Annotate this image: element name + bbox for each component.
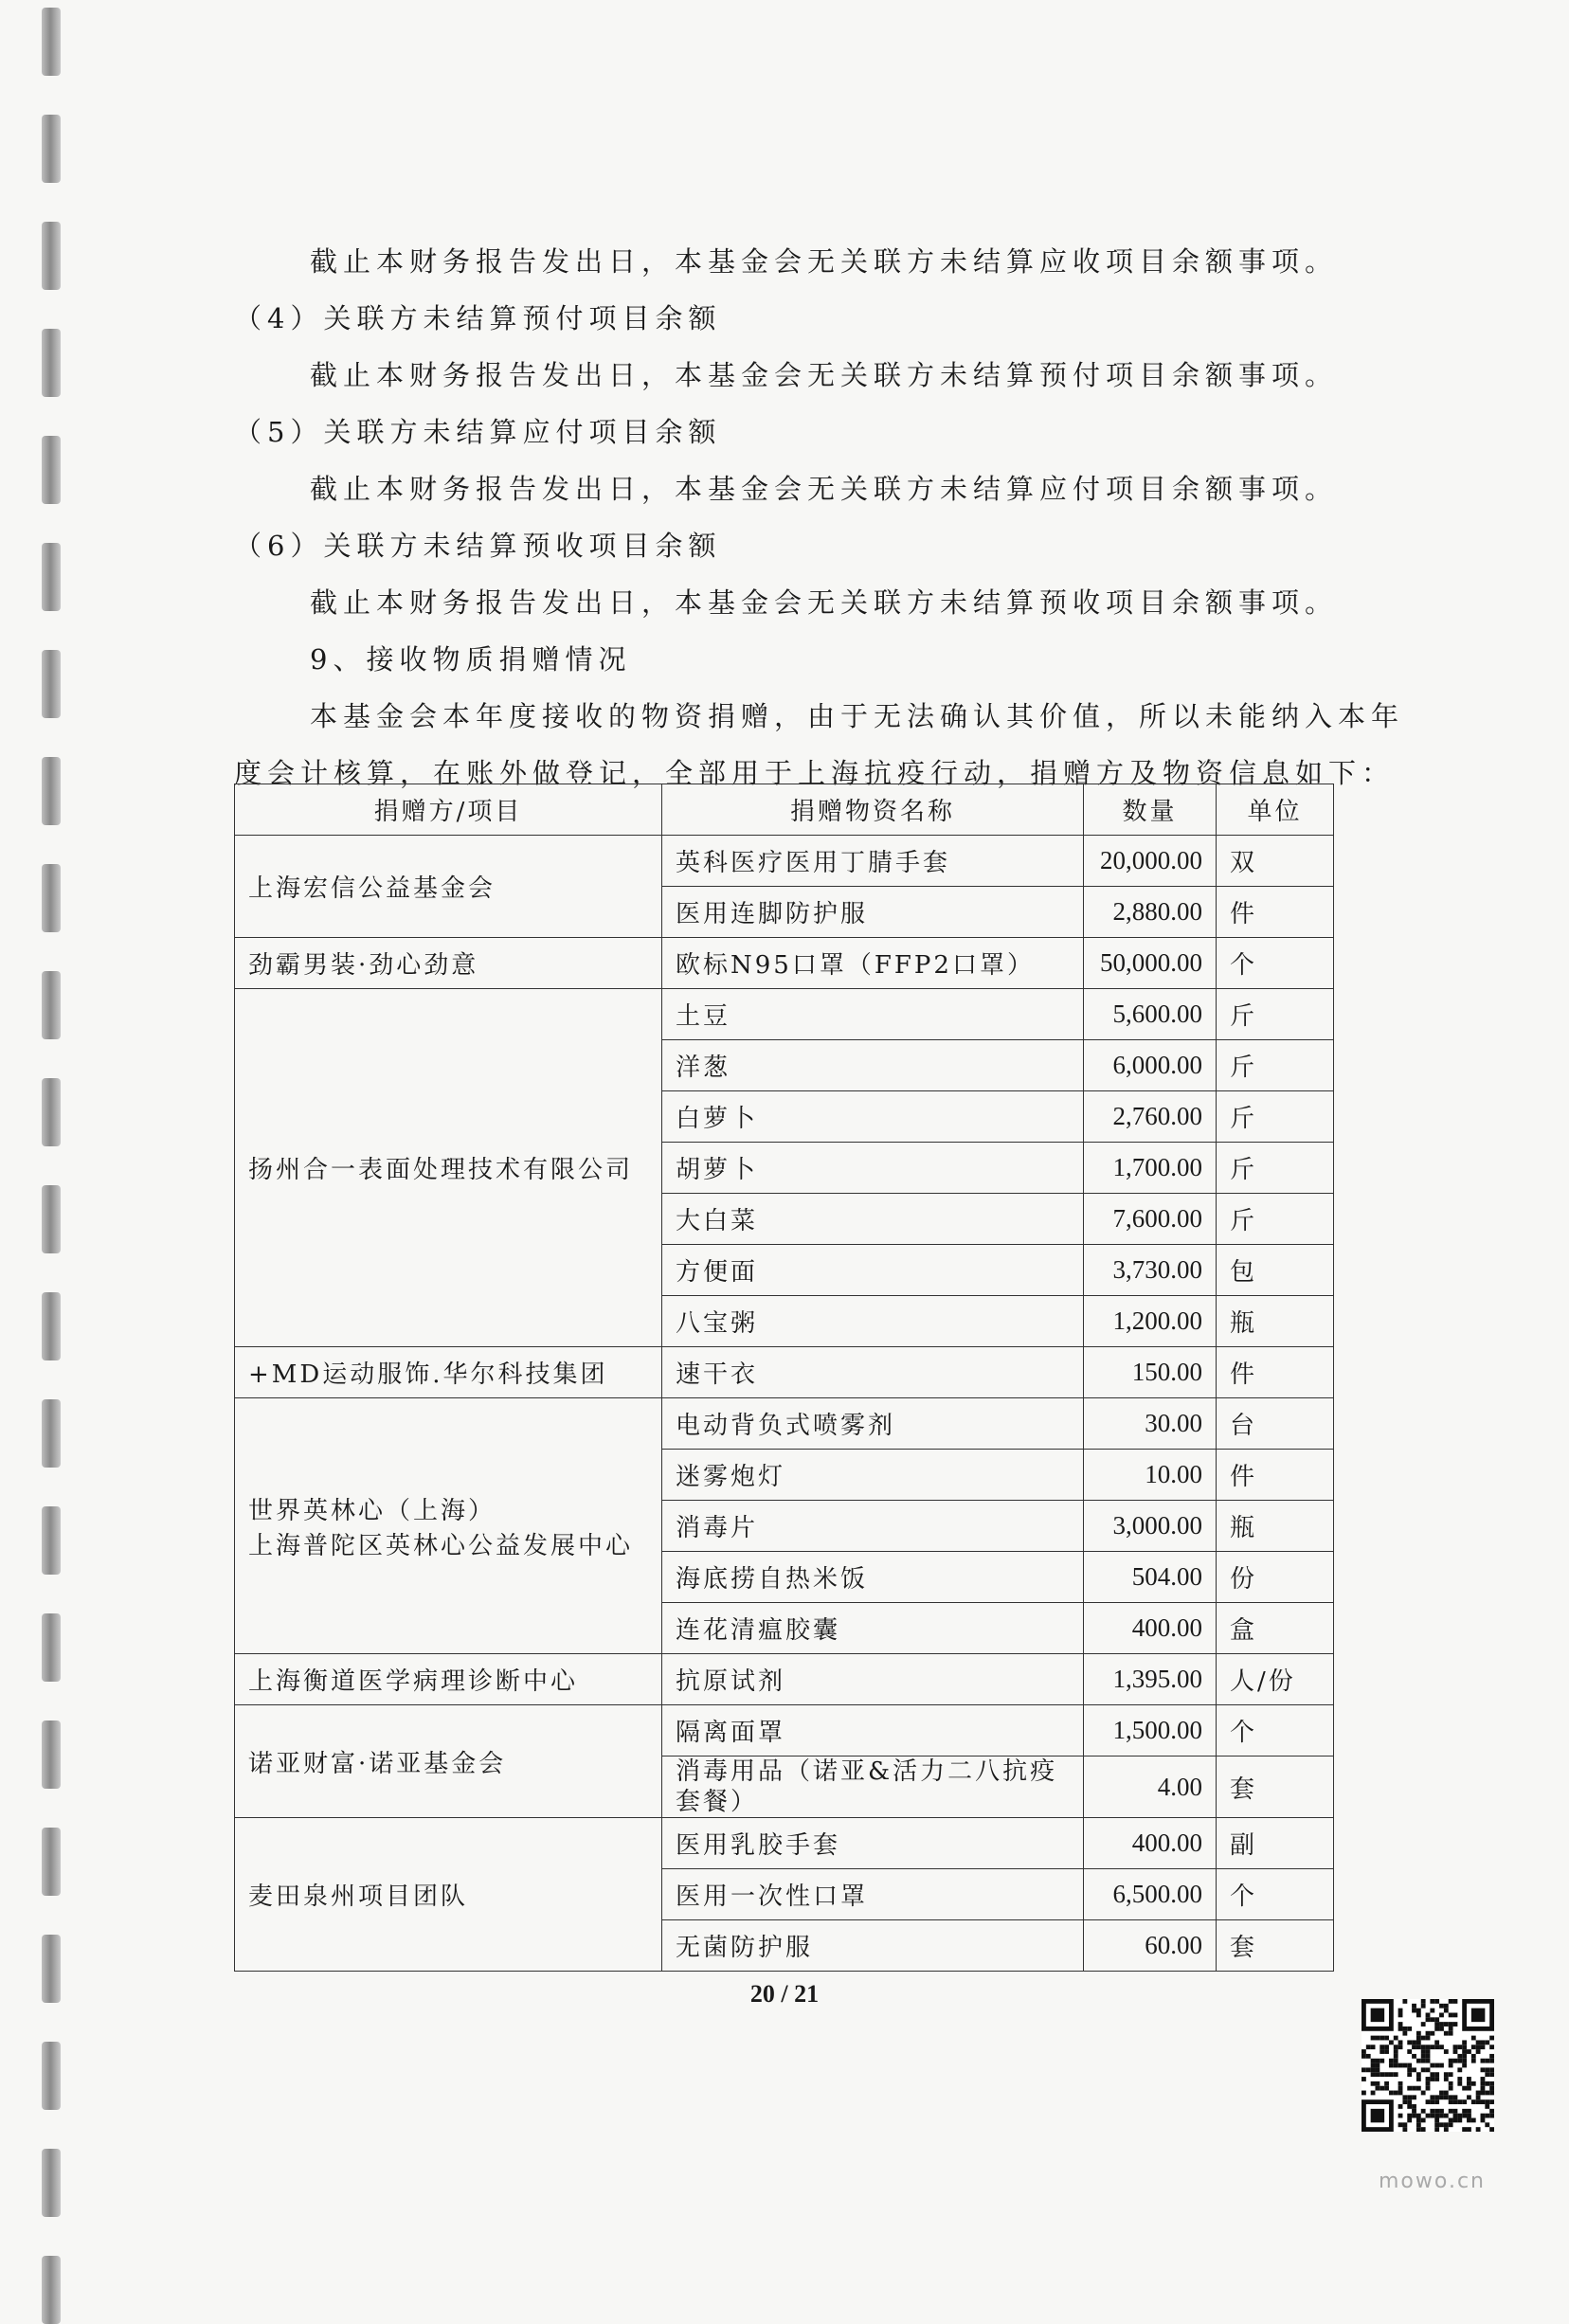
paragraph-line: （5）关联方未结算应付项目余额 xyxy=(234,416,722,448)
table-row xyxy=(235,938,1334,989)
donor-name: +MD运动服饰.华尔科技集团 xyxy=(248,1360,608,1389)
item-qty: 504.00 xyxy=(1084,1552,1217,1603)
binding-hole xyxy=(42,1399,61,1468)
binding-hole xyxy=(42,2149,61,2217)
header-donor: 捐赠方/项目 xyxy=(235,784,662,836)
item-unit: 瓶 xyxy=(1217,1501,1334,1552)
table-row xyxy=(235,1705,1334,1757)
paragraph-line: 9、接收物质捐赠情况 xyxy=(310,643,632,676)
binding-holes xyxy=(38,0,66,2216)
item-unit: 份 xyxy=(1217,1552,1334,1603)
donor-name: 扬州合一表面处理技术有限公司 xyxy=(248,1156,634,1184)
binding-hole xyxy=(42,1292,61,1360)
donor-cell xyxy=(235,1398,662,1654)
binding-hole xyxy=(42,2042,61,2110)
item-qty: 30.00 xyxy=(1084,1398,1217,1450)
donation-table xyxy=(234,784,1334,1972)
item-name: 隔离面罩 xyxy=(662,1705,1084,1757)
item-name: 方便面 xyxy=(662,1245,1084,1296)
item-unit: 包 xyxy=(1217,1245,1334,1296)
item-name: 白萝卜 xyxy=(662,1091,1084,1143)
item-name: 医用乳胶手套 xyxy=(662,1818,1084,1869)
item-name: 无菌防护服 xyxy=(662,1920,1084,1972)
item-qty: 7,600.00 xyxy=(1084,1194,1217,1245)
item-name: 大白菜 xyxy=(662,1194,1084,1245)
binding-hole xyxy=(42,8,61,76)
item-name: 医用一次性口罩 xyxy=(662,1869,1084,1920)
donor-cell xyxy=(235,1818,662,1972)
item-unit: 个 xyxy=(1217,1705,1334,1757)
binding-hole xyxy=(42,971,61,1039)
item-qty: 3,000.00 xyxy=(1084,1501,1217,1552)
item-name: 电动背负式喷雾剂 xyxy=(662,1398,1084,1450)
item-name: 连花清瘟胶囊 xyxy=(662,1603,1084,1654)
item-qty: 5,600.00 xyxy=(1084,989,1217,1040)
item-unit: 件 xyxy=(1217,1347,1334,1398)
item-qty: 400.00 xyxy=(1084,1603,1217,1654)
item-unit: 件 xyxy=(1217,1450,1334,1501)
item-unit: 斤 xyxy=(1217,1091,1334,1143)
binding-hole xyxy=(42,329,61,397)
item-unit: 个 xyxy=(1217,1869,1334,1920)
paragraph-line: 本基金会本年度接收的物资捐赠，由于无法确认其价值，所以未能纳入本年 xyxy=(310,700,1405,732)
binding-hole xyxy=(42,1506,61,1575)
paragraph-line: 截止本财务报告发出日，本基金会无关联方未结算预付项目余额事项。 xyxy=(310,359,1339,391)
donor-name: 上海衡道医学病理诊断中心 xyxy=(248,1667,579,1696)
binding-hole xyxy=(42,2256,61,2324)
item-qty: 20,000.00 xyxy=(1084,836,1217,887)
item-name: 速干衣 xyxy=(662,1347,1084,1398)
donor-name: 诺亚财富·诺亚基金会 xyxy=(248,1749,507,1778)
donor-cell xyxy=(235,938,662,989)
binding-hole xyxy=(42,1185,61,1253)
item-unit: 斤 xyxy=(1217,989,1334,1040)
table-row xyxy=(235,1347,1334,1398)
item-unit: 斤 xyxy=(1217,1040,1334,1091)
item-qty: 4.00 xyxy=(1084,1757,1217,1818)
item-qty: 2,760.00 xyxy=(1084,1091,1217,1143)
binding-hole xyxy=(42,1613,61,1682)
paragraph-line: （6）关联方未结算预收项目余额 xyxy=(234,530,722,562)
binding-hole xyxy=(42,436,61,504)
item-qty: 6,000.00 xyxy=(1084,1040,1217,1091)
table-header-row xyxy=(235,784,1334,836)
table-row xyxy=(235,836,1334,887)
item-unit: 瓶 xyxy=(1217,1296,1334,1347)
item-name: 土豆 xyxy=(662,989,1084,1040)
item-name: 消毒片 xyxy=(662,1501,1084,1552)
donor-name: 世界英林心（上海） xyxy=(248,1496,496,1525)
item-qty: 1,500.00 xyxy=(1084,1705,1217,1757)
header-unit: 单位 xyxy=(1217,784,1334,836)
qr-code-icon xyxy=(1362,1999,1494,2132)
header-qty: 数量 xyxy=(1084,784,1217,836)
item-name: 胡萝卜 xyxy=(662,1143,1084,1194)
header-item: 捐赠物资名称 xyxy=(662,784,1084,836)
donor-cell xyxy=(235,1705,662,1818)
item-qty: 400.00 xyxy=(1084,1818,1217,1869)
item-unit: 斤 xyxy=(1217,1194,1334,1245)
item-unit: 套 xyxy=(1217,1920,1334,1972)
binding-hole xyxy=(42,543,61,611)
item-name: 海底捞自热米饭 xyxy=(662,1552,1084,1603)
donor-cell xyxy=(235,1347,662,1398)
item-name: 迷雾炮灯 xyxy=(662,1450,1084,1501)
item-qty: 3,730.00 xyxy=(1084,1245,1217,1296)
binding-hole xyxy=(42,757,61,825)
item-qty: 150.00 xyxy=(1084,1347,1217,1398)
table-row xyxy=(235,1818,1334,1869)
item-name: 欧标N95口罩（FFP2口罩） xyxy=(662,938,1084,989)
table-row xyxy=(235,989,1334,1040)
paragraph-line: 截止本财务报告发出日，本基金会无关联方未结算应付项目余额事项。 xyxy=(310,473,1339,505)
binding-hole xyxy=(42,1078,61,1146)
item-unit: 件 xyxy=(1217,887,1334,938)
item-unit: 个 xyxy=(1217,938,1334,989)
item-qty: 10.00 xyxy=(1084,1450,1217,1501)
donor-cell xyxy=(235,989,662,1347)
binding-hole xyxy=(42,222,61,290)
watermark: mowo.cn xyxy=(1379,2170,1486,2193)
paragraph-line: 度会计核算，在账外做登记，全部用于上海抗疫行动，捐赠方及物资信息如下： xyxy=(234,757,1396,789)
donor-name: 上海普陀区英林心公益发展中心 xyxy=(248,1531,634,1560)
item-unit: 副 xyxy=(1217,1818,1334,1869)
paragraph-line: 截止本财务报告发出日，本基金会无关联方未结算应收项目余额事项。 xyxy=(310,245,1339,278)
item-qty: 1,200.00 xyxy=(1084,1296,1217,1347)
item-unit: 双 xyxy=(1217,836,1334,887)
binding-hole xyxy=(42,650,61,718)
binding-hole xyxy=(42,864,61,932)
item-qty: 6,500.00 xyxy=(1084,1869,1217,1920)
donor-name: 劲霸男装·劲心劲意 xyxy=(248,951,479,980)
item-qty: 2,880.00 xyxy=(1084,887,1217,938)
item-name: 八宝粥 xyxy=(662,1296,1084,1347)
table-row xyxy=(235,1398,1334,1450)
item-qty: 60.00 xyxy=(1084,1920,1217,1972)
donor-cell xyxy=(235,836,662,938)
page-number: 20 / 21 xyxy=(749,1980,820,2008)
donor-name: 上海宏信公益基金会 xyxy=(248,874,496,903)
binding-hole xyxy=(42,1828,61,1896)
binding-hole xyxy=(42,115,61,183)
item-unit: 斤 xyxy=(1217,1143,1334,1194)
item-qty: 1,700.00 xyxy=(1084,1143,1217,1194)
paragraph-line: 截止本财务报告发出日，本基金会无关联方未结算预收项目余额事项。 xyxy=(310,586,1339,619)
item-unit: 套 xyxy=(1217,1757,1334,1818)
item-qty: 1,395.00 xyxy=(1084,1654,1217,1705)
donor-cell xyxy=(235,1654,662,1705)
item-name: 洋葱 xyxy=(662,1040,1084,1091)
item-name: 抗原试剂 xyxy=(662,1654,1084,1705)
table-row xyxy=(235,1654,1334,1705)
item-unit: 台 xyxy=(1217,1398,1334,1450)
item-name: 英科医疗医用丁腈手套 xyxy=(662,836,1084,887)
item-name: 消毒用品（诺亚&活力二八抗疫套餐） xyxy=(662,1757,1084,1818)
item-unit: 人/份 xyxy=(1217,1654,1334,1705)
binding-hole xyxy=(42,1720,61,1789)
item-unit: 盒 xyxy=(1217,1603,1334,1654)
item-name: 医用连脚防护服 xyxy=(662,887,1084,938)
paragraph-line: （4）关联方未结算预付项目余额 xyxy=(234,302,722,334)
donor-name: 麦田泉州项目团队 xyxy=(248,1883,469,1911)
item-qty: 50,000.00 xyxy=(1084,938,1217,989)
